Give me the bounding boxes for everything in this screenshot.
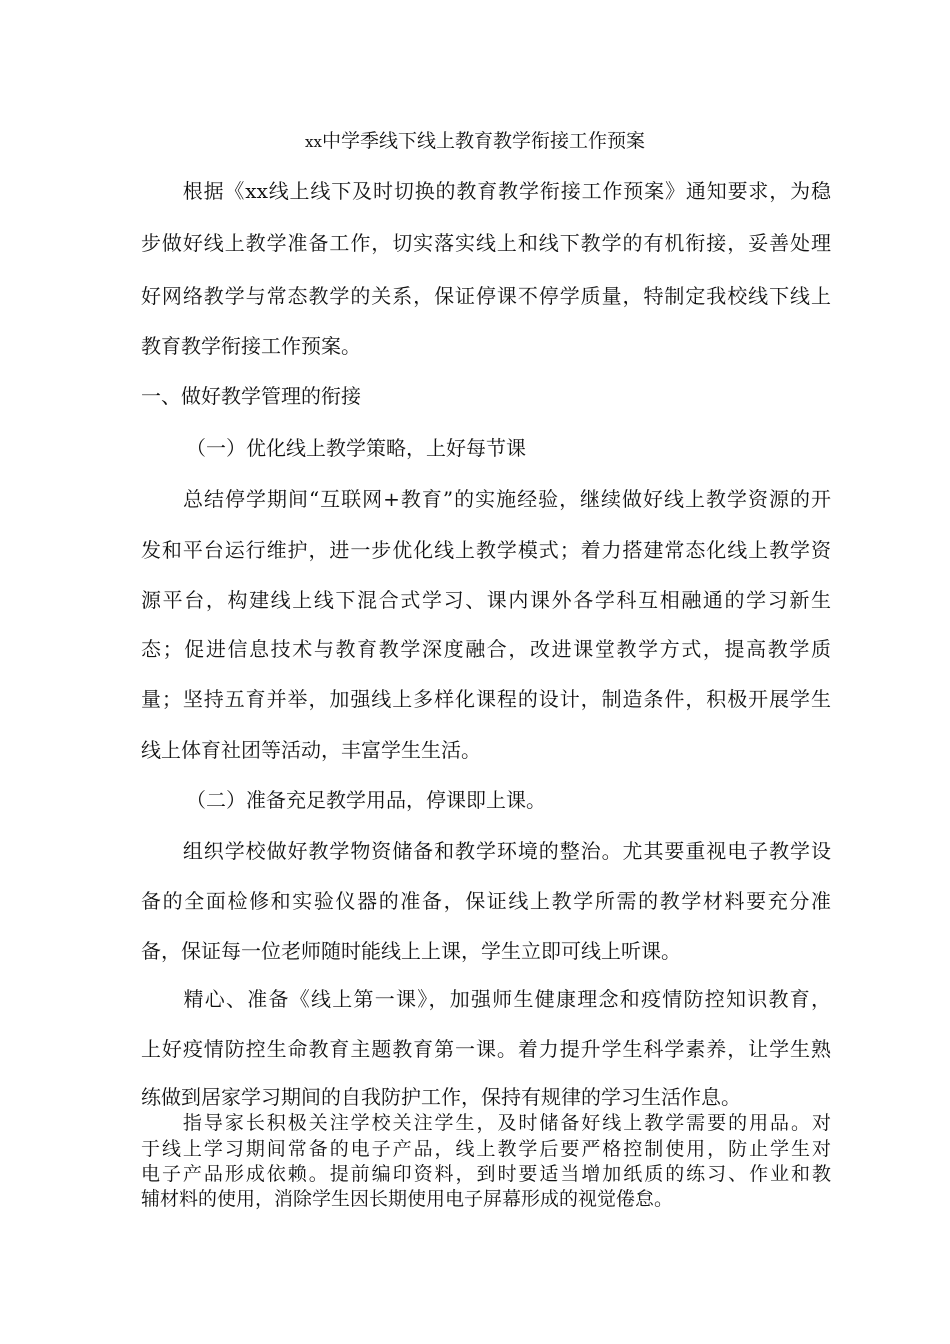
body-line: 于线上学习期间常备的电子产品，线上教学后要严格控制使用，防止学生对 (141, 1138, 831, 1160)
body-line: 发和平台运行维护，进一步优化线上教学模式；着力搭建常态化线上教学资 (141, 538, 831, 562)
section-heading: 一、做好教学管理的衔接 (141, 384, 361, 408)
intro-line: 根据《xx线上线下及时切换的教育教学衔接工作预案》通知要求，为稳 (141, 179, 831, 203)
subsection-heading: （二）准备充足教学用品，停课即上课。 (186, 788, 546, 812)
body-line: 总结停学期间“互联网+教育”的实施经验，继续做好线上教学资源的开 (141, 487, 831, 511)
body-line: 源平台，构建线上线下混合式学习、课内课外各学科互相融通的学习新生 (141, 588, 831, 612)
title-text: 中学季线下线上教育教学衔接工作预案 (321, 130, 645, 152)
body-line: 练做到居家学习期间的自我防护工作，保持有规律的学习生活作息。 (141, 1085, 741, 1109)
body-line: 指导家长积极关注学校关注学生，及时储备好线上教学需要的用品。对 (141, 1112, 831, 1134)
intro-line: 好网络教学与常态教学的关系，保证停课不停学质量，特制定我校线下线上 (141, 284, 831, 308)
body-line: 备，保证每一位老师随时能线上上课，学生立即可线上听课。 (141, 939, 681, 963)
body-line: 组织学校做好教学物资储备和教学环境的整治。尤其要重视电子教学设 (141, 839, 831, 863)
body-line: 备的全面检修和实验仪器的准备，保证线上教学所需的教学材料要充分准 (141, 889, 831, 913)
body-line: 精心、准备《线上第一课》，加强师生健康理念和疫情防控知识教育， (141, 987, 831, 1011)
body-line: 态；促进信息技术与教育教学深度融合，改进课堂教学方式，提高教学质 (141, 637, 831, 661)
body-line: 辅材料的使用，消除学生因长期使用电子屏幕形成的视觉倦怠。 (141, 1188, 674, 1210)
intro-line: 教育教学衔接工作预案。 (141, 334, 361, 358)
intro-line: 步做好线上教学准备工作，切实落实线上和线下教学的有机衔接，妥善处理 (141, 231, 831, 255)
body-line: 线上体育社团等活动，丰富学生生活。 (141, 738, 481, 762)
body-line: 量；坚持五育并举，加强线上多样化课程的设计，制造条件，积极开展学生 (141, 687, 831, 711)
body-line: 电子产品形成依赖。提前编印资料，到时要适当增加纸质的练习、作业和教 (141, 1163, 831, 1185)
document-title (0, 129, 950, 154)
title-prefix: xx (305, 133, 322, 151)
body-line: 上好疫情防控生命教育主题教育第一课。着力提升学生科学素养，让学生熟 (141, 1037, 831, 1061)
subsection-heading: （一）优化线上教学策略，上好每节课 (186, 436, 526, 460)
